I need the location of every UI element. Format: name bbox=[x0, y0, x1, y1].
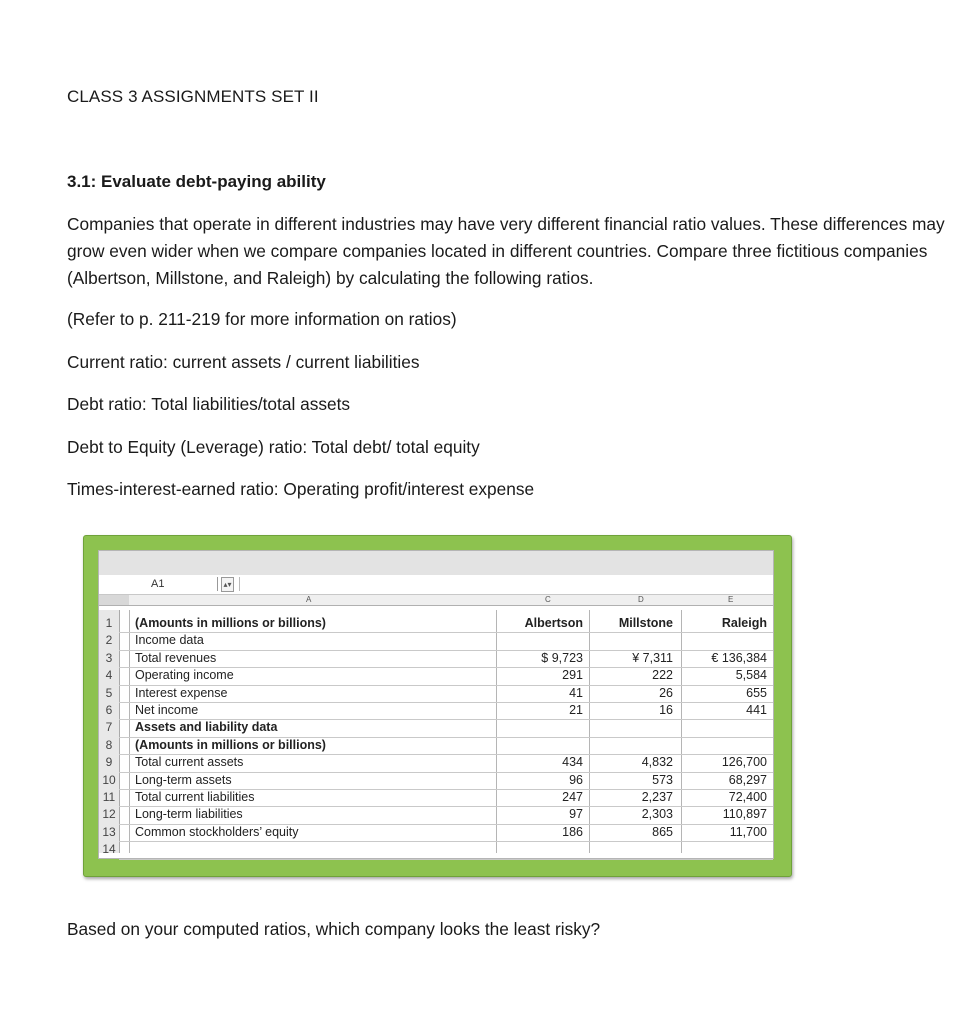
cell-e[interactable]: 441 bbox=[746, 703, 767, 717]
row-number: 7 bbox=[105, 720, 113, 735]
cell-a[interactable]: Total current liabilities bbox=[135, 790, 255, 804]
table-row bbox=[99, 841, 773, 858]
cell-c[interactable]: $ 9,723 bbox=[541, 650, 583, 665]
cell-d[interactable]: Millstone bbox=[618, 616, 673, 630]
table-row bbox=[99, 772, 773, 789]
cell-e[interactable]: 110,897 bbox=[722, 807, 767, 822]
cell-c[interactable]: 96 bbox=[569, 772, 583, 787]
table-row bbox=[99, 650, 773, 667]
cell-d[interactable]: 2,237 bbox=[641, 790, 673, 804]
cell-c[interactable]: Albertson bbox=[524, 616, 583, 630]
cell-c[interactable]: 434 bbox=[562, 755, 583, 770]
table-row bbox=[99, 719, 773, 736]
table-row bbox=[99, 806, 773, 823]
table-row bbox=[99, 702, 773, 719]
col-header-d[interactable]: D bbox=[638, 595, 644, 604]
cell-a[interactable]: Net income bbox=[135, 703, 199, 717]
table-row bbox=[99, 615, 773, 632]
cell-a[interactable]: Interest expense bbox=[135, 685, 228, 700]
row-number: 5 bbox=[105, 685, 113, 700]
row-number: 9 bbox=[105, 755, 113, 770]
cell-a[interactable]: Common stockholders’ equity bbox=[135, 824, 299, 839]
gridline-h bbox=[119, 859, 773, 860]
cell-c[interactable]: 186 bbox=[562, 824, 583, 839]
ratio-current: Current ratio: current assets / current liabilities bbox=[67, 352, 420, 372]
table-row bbox=[99, 685, 773, 702]
cell-c[interactable]: 97 bbox=[569, 807, 583, 822]
cell-a[interactable]: Operating income bbox=[135, 668, 234, 683]
cell-e[interactable]: Raleigh bbox=[721, 616, 767, 630]
cell-e[interactable]: 11,700 bbox=[729, 824, 767, 839]
cell-a[interactable]: Long-term liabilities bbox=[135, 807, 243, 822]
page-heading: CLASS 3 ASSIGNMENTS SET II bbox=[67, 87, 319, 106]
row-number: 4 bbox=[105, 668, 113, 683]
cell-a[interactable]: Assets and liability data bbox=[135, 720, 278, 735]
row-number: 11 bbox=[102, 790, 116, 804]
ratio-debt-to-equity: Debt to Equity (Leverage) ratio: Total debt/ total equity bbox=[67, 437, 480, 457]
row-number: 8 bbox=[105, 737, 113, 752]
col-header-a[interactable]: A bbox=[306, 595, 312, 604]
table-row bbox=[99, 789, 773, 806]
col-header-c[interactable]: C bbox=[545, 595, 551, 604]
name-box-stepper-icon[interactable]: ▴▾ bbox=[221, 577, 234, 592]
cell-d[interactable]: 222 bbox=[652, 668, 673, 683]
cell-c[interactable]: 247 bbox=[562, 790, 583, 804]
cell-d[interactable]: 2,303 bbox=[641, 807, 673, 822]
cell-c[interactable]: 41 bbox=[569, 685, 583, 700]
spreadsheet bbox=[98, 550, 774, 859]
name-box[interactable]: A1 bbox=[151, 578, 165, 590]
table-row bbox=[99, 737, 773, 754]
reference-note: (Refer to p. 211-219 for more information on ratios) bbox=[67, 309, 457, 329]
cell-a[interactable]: Long-term assets bbox=[135, 772, 232, 787]
cell-e[interactable]: 72,400 bbox=[728, 790, 767, 804]
formula-divider bbox=[239, 577, 240, 591]
row-number: 12 bbox=[102, 807, 116, 822]
table-row bbox=[99, 667, 773, 684]
cell-e[interactable]: € 136,384 bbox=[711, 650, 767, 665]
name-box-divider bbox=[217, 577, 218, 591]
cell-a[interactable]: Total current assets bbox=[135, 755, 244, 770]
row-number: 1 bbox=[105, 616, 113, 630]
cell-c[interactable]: 291 bbox=[562, 668, 583, 683]
ratio-times-interest-earned: Times-interest-earned ratio: Operating profit/interest expense bbox=[67, 479, 535, 499]
cell-e[interactable]: 655 bbox=[746, 685, 767, 700]
cell-d[interactable]: 16 bbox=[659, 703, 673, 717]
row-number: 13 bbox=[102, 824, 116, 839]
col-header-e[interactable]: E bbox=[728, 595, 734, 604]
cell-d[interactable]: ¥ 7,311 bbox=[632, 650, 673, 665]
table-row bbox=[99, 754, 773, 771]
cell-d[interactable]: 865 bbox=[652, 824, 673, 839]
cell-a[interactable]: Total revenues bbox=[135, 650, 217, 665]
cell-a[interactable]: Income data bbox=[135, 633, 204, 648]
sheet-toolbar bbox=[99, 551, 773, 576]
cell-d[interactable]: 26 bbox=[659, 685, 673, 700]
cell-e[interactable]: 68,297 bbox=[728, 772, 767, 787]
question: Based on your computed ratios, which company looks the least risky? bbox=[67, 919, 601, 939]
column-headers bbox=[99, 595, 773, 606]
section-title: 3.1: Evaluate debt-paying ability bbox=[67, 172, 326, 191]
cell-e[interactable]: 126,700 bbox=[721, 755, 767, 770]
ratio-debt: Debt ratio: Total liabilities/total assets bbox=[67, 394, 351, 414]
cell-a[interactable]: (Amounts in millions or billions) bbox=[135, 616, 326, 630]
row-number: 2 bbox=[105, 633, 113, 648]
table-row bbox=[99, 824, 773, 841]
formula-bar bbox=[99, 575, 773, 595]
row-number: 6 bbox=[105, 703, 113, 717]
cell-d[interactable]: 4,832 bbox=[641, 755, 673, 770]
spreadsheet-figure bbox=[83, 535, 792, 877]
table-row bbox=[99, 632, 773, 649]
row-number: 14 bbox=[102, 842, 116, 857]
cell-a[interactable]: (Amounts in millions or billions) bbox=[135, 737, 326, 752]
intro-paragraph: Companies that operate in different industries may have very different financial ratio values. These differences may grow even wider when we compare companies located in different countries. Compare three fictitious companies (Albertson, Millstone, and Raleigh) by calculating the following ratios. bbox=[67, 214, 945, 288]
row-number: 3 bbox=[105, 650, 113, 665]
row-number: 10 bbox=[102, 772, 116, 787]
cell-d[interactable]: 573 bbox=[652, 772, 673, 787]
cell-e[interactable]: 5,584 bbox=[735, 668, 767, 683]
select-all-corner[interactable] bbox=[99, 595, 129, 605]
cell-c[interactable]: 21 bbox=[569, 703, 583, 717]
